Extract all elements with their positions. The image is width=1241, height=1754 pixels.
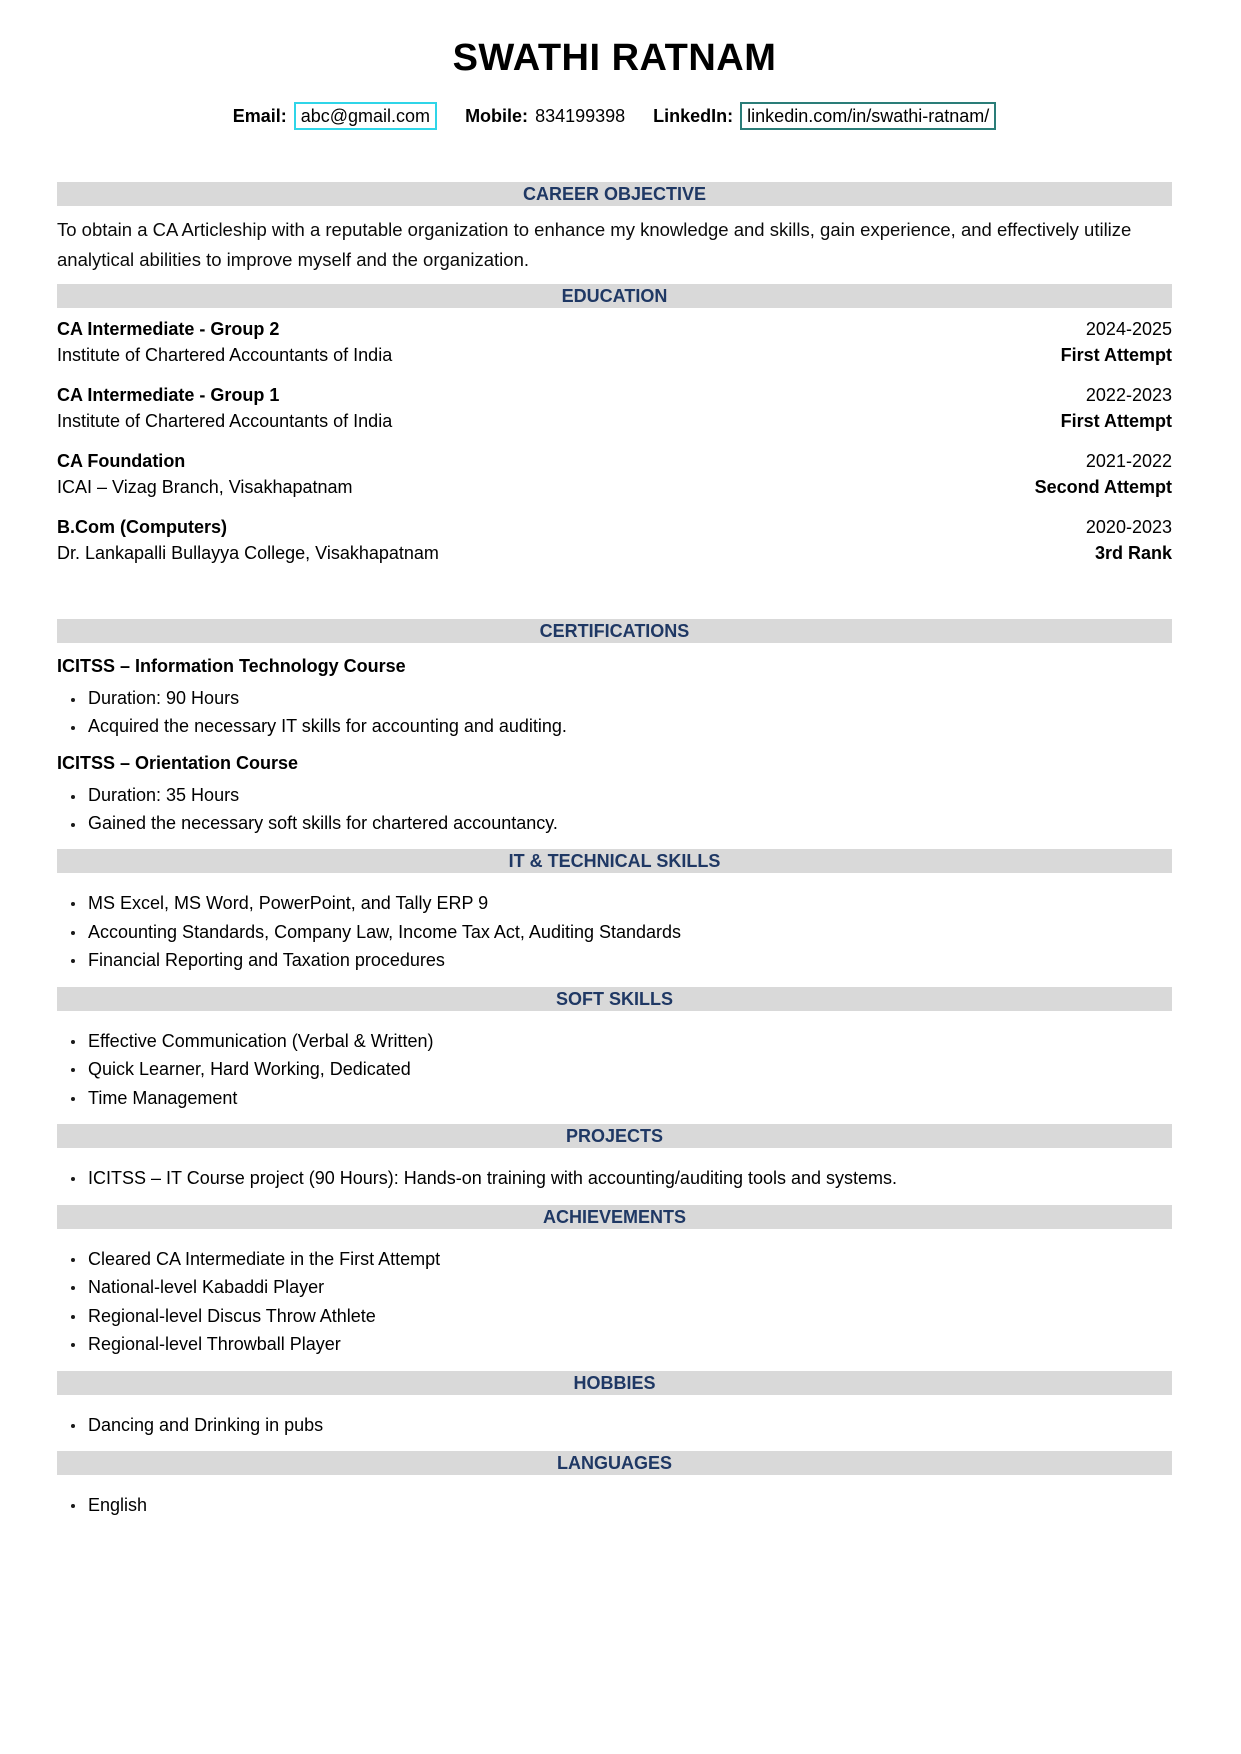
education-degree: B.Com (Computers) [57,517,227,537]
certification-bullets [57,685,1172,740]
bullet-dot-icon [71,823,75,827]
education-row-bottom [57,541,1172,567]
bullet-dot-icon [71,1177,75,1181]
bullet-text: Effective Communication (Verbal & Written) [88,1030,434,1051]
list-item [57,1273,1172,1302]
education-entry [57,383,1172,434]
education-institution: Dr. Lankapalli Bullayya College, Visakhapatnam [57,542,439,563]
projects-list [57,1164,1172,1193]
section-header-hobbies: HOBBIES [57,1371,1172,1395]
bullet-text: Duration: 35 Hours [88,785,240,805]
education-institution: Institute of Chartered Accountants of India [57,344,393,365]
education-entry [57,449,1172,500]
section-header-certifications: CERTIFICATIONS [57,619,1172,643]
bullet-dot-icon [71,959,75,963]
page-title: SWATHI RATNAM [452,37,777,79]
education-row-bottom [57,475,1172,501]
education-result: 3rd Rank [1094,542,1172,563]
bullet-dot-icon [71,1315,75,1319]
section-header-achievements: ACHIEVEMENTS [57,1205,1172,1229]
bullet-dot-icon [71,795,75,799]
career-objective-text: To obtain a CA Articleship with a reputable organization to enhance my knowledge and skills, gain experience, and effectively utilize analytical abilities to improve myself and the organization. [57,219,1132,270]
bullet-text: Dancing and Drinking in pubs [88,1414,324,1435]
email-label: Email: [232,106,287,126]
list-item [57,685,1172,713]
list-item [57,1027,1172,1056]
bullet-dot-icon [71,1343,75,1347]
education-entry [57,317,1172,368]
list-item [57,1330,1172,1359]
bullet-dot-icon [71,1068,75,1072]
bullet-dot-icon [71,1504,75,1508]
bullet-dot-icon [71,931,75,935]
list-item [57,1411,1172,1440]
education-row-bottom [57,409,1172,435]
bullet-text: Quick Learner, Hard Working, Dedicated [88,1059,411,1079]
education-degree: CA Intermediate - Group 2 [57,319,280,339]
certification-bullets [57,782,1172,837]
bullet-dot-icon [71,698,75,702]
education-years: 2021-2022 [1085,451,1172,471]
list-item [57,889,1172,918]
bullet-text: Financial Reporting and Taxation procedures [88,950,445,970]
list-item [57,1245,1172,1274]
education-row-bottom [57,343,1172,369]
bullet-text: Regional-level Throwball Player [88,1334,341,1354]
list-item [57,918,1172,947]
mobile-label: Mobile: [465,106,529,126]
list-item [57,713,1172,741]
section-header-it-skills: IT & TECHNICAL SKILLS [57,849,1172,873]
education-degree: CA Intermediate - Group 1 [57,385,280,405]
education-result: Second Attempt [1034,476,1172,497]
education-years: 2024-2025 [1085,319,1172,339]
achievements-list [57,1245,1172,1359]
bullet-text: National-level Kabaddi Player [88,1277,325,1297]
list-item [57,1302,1172,1331]
bullet-text: Acquired the necessary IT skills for accounting and auditing. [88,715,567,736]
education-result: First Attempt [1060,344,1172,365]
section-header-soft-skills: SOFT SKILLS [57,987,1172,1011]
section-header-projects: PROJECTS [57,1124,1172,1148]
section-header-career-objective: CAREER OBJECTIVE [57,182,1172,206]
bullet-dot-icon [71,726,75,730]
list-item [57,946,1172,975]
bullet-text: ICITSS – IT Course project (90 Hours): Hands-on training with accounting/auditing tools and systems. [88,1168,898,1188]
list-item [57,1491,1172,1520]
linkedin-link[interactable]: linkedin.com/in/swathi-ratnam/ [740,102,996,130]
section-header-education: EDUCATION [57,284,1172,308]
certification-heading: ICITSS – Information Technology Course [57,656,406,676]
list-item [57,1055,1172,1084]
languages-list [57,1491,1172,1520]
linkedin-label: LinkedIn: [653,106,734,126]
bullet-text: Regional-level Discus Throw Athlete [88,1305,376,1326]
certification-item [57,653,1172,740]
it-skills-list [57,889,1172,975]
contact-linkedin [653,102,996,130]
education-list [57,317,1172,566]
bullet-dot-icon [71,1424,75,1428]
bullet-text: Accounting Standards, Company Law, Income Tax Act, Auditing Standards [88,921,682,942]
bullet-dot-icon [71,1286,75,1290]
list-item [57,782,1172,810]
education-row-top [57,515,1172,541]
soft-skills-list [57,1027,1172,1113]
bullet-dot-icon [71,1258,75,1262]
bullet-text: English [88,1495,148,1515]
certifications-list [57,653,1172,837]
email-link[interactable]: abc@gmail.com [294,102,437,130]
list-item [57,1084,1172,1113]
education-degree: CA Foundation [57,451,186,471]
certification-heading: ICITSS – Orientation Course [57,753,299,773]
hobbies-list [57,1411,1172,1440]
bullet-text: Gained the necessary soft skills for chartered accountancy. [88,812,558,833]
section-header-languages: LANGUAGES [57,1451,1172,1475]
list-item [57,1164,1172,1193]
list-item [57,810,1172,838]
education-institution: Institute of Chartered Accountants of India [57,410,393,431]
bullet-dot-icon [71,902,75,906]
bullet-text: Time Management [88,1087,238,1108]
contact-line [57,102,1172,130]
education-row-top [57,317,1172,343]
mobile-value: 834199398 [535,106,626,126]
education-years: 2020-2023 [1085,517,1172,537]
education-years: 2022-2023 [1085,385,1172,405]
contact-email [233,102,437,130]
bullet-dot-icon [71,1040,75,1044]
certification-item [57,750,1172,837]
education-row-top [57,383,1172,409]
education-result: First Attempt [1060,410,1172,431]
education-institution: ICAI – Vizag Branch, Visakhapatnam [57,476,353,497]
bullet-dot-icon [71,1097,75,1101]
education-row-top [57,449,1172,475]
contact-mobile [465,105,625,127]
bullet-text: MS Excel, MS Word, PowerPoint, and Tally ERP 9 [88,893,489,913]
bullet-text: Cleared CA Intermediate in the First Attempt [88,1248,441,1269]
education-entry [57,515,1172,566]
bullet-text: Duration: 90 Hours [88,688,240,708]
